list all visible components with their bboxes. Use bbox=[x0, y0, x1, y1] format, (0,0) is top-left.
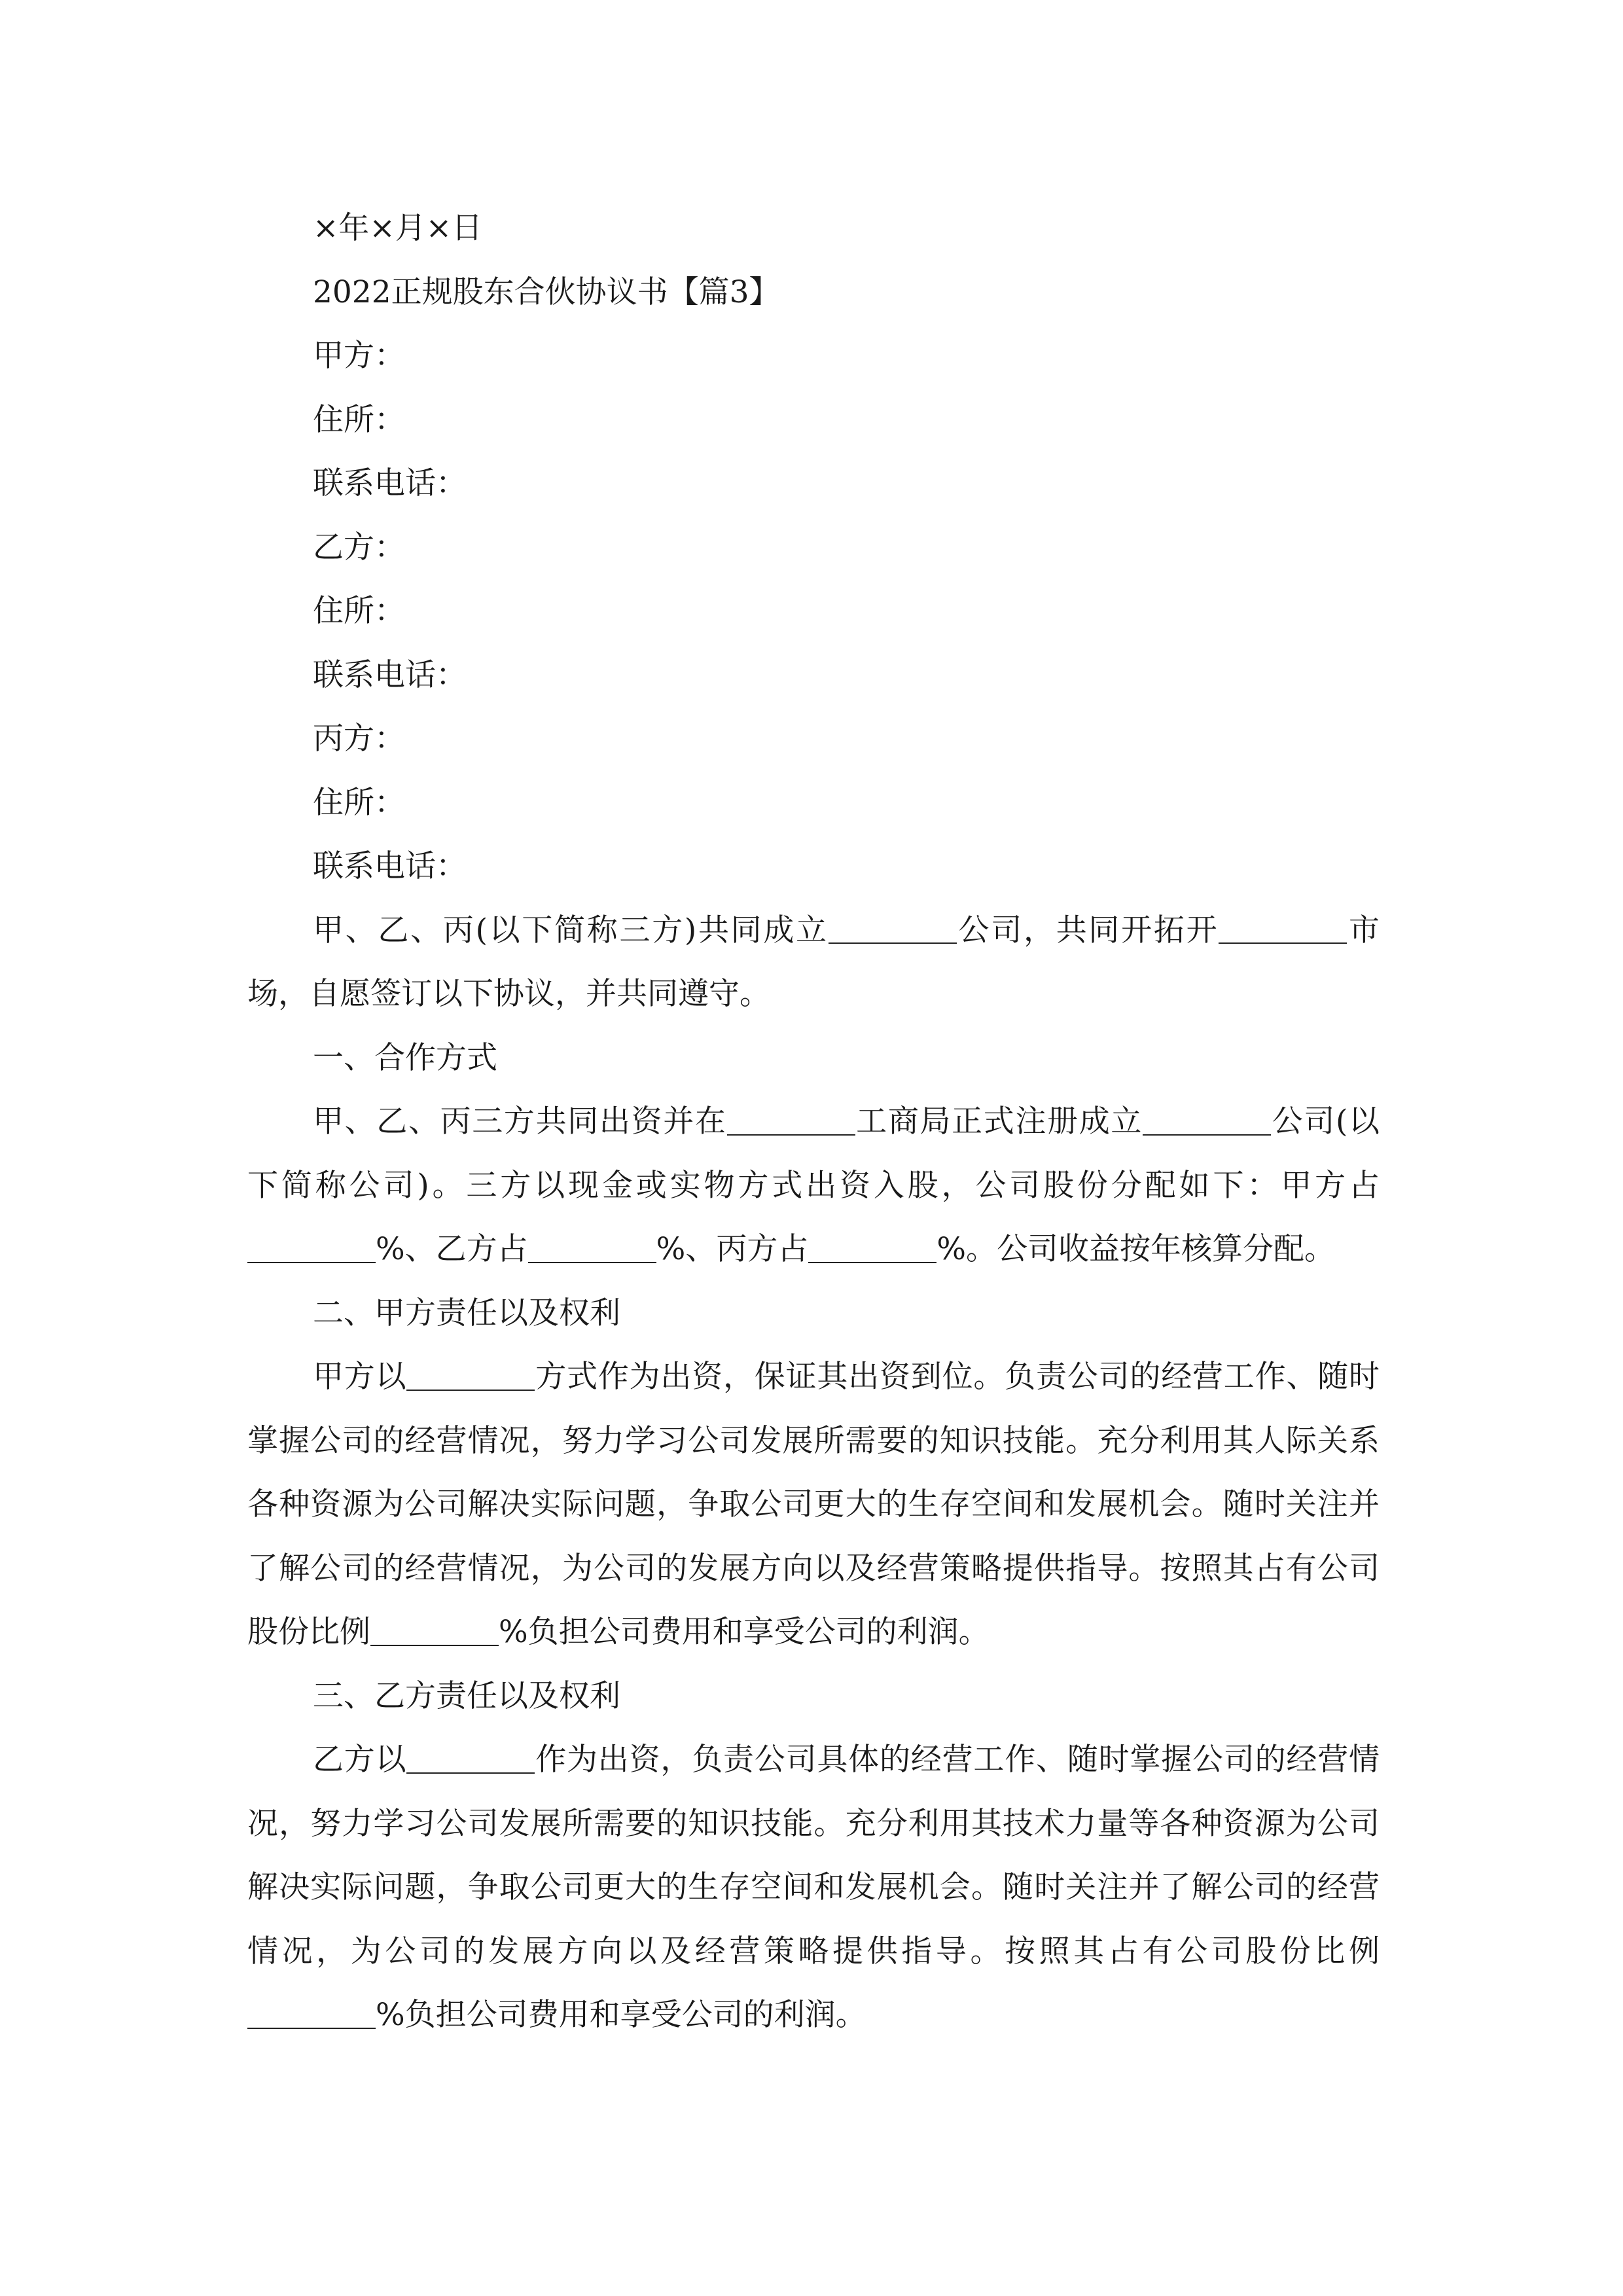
section-1-text-1: 甲、乙、丙三方共同出资并在 bbox=[313, 1103, 727, 1139]
section-2-text-3: %负担公司费用和享受公司的利润。 bbox=[499, 1614, 990, 1650]
party-a-address-label: 住所： bbox=[313, 401, 405, 438]
section-3-text-3: %负担公司费用和享受公司的利润。 bbox=[376, 1997, 866, 2033]
section-1-text-5: %、丙方占 bbox=[656, 1231, 809, 1267]
party-b-contribution-blank bbox=[406, 1742, 535, 1774]
section-1-text-2: 工商局正式注册成立 bbox=[855, 1103, 1143, 1139]
intro-paragraph bbox=[247, 899, 1380, 1026]
party-a-ratio-blank bbox=[370, 1614, 499, 1646]
section-2-text-2: 方式作为出资，保证其出资到位。负责公司的经营工作、随时掌握公司的经营情况，努力学习公司发展所需要的知识技能。充分利用其人际关系各种资源为公司解决实际问题，争取公司更大的生存空间和发展机会。随时关注并了解公司的经营情况，为公司的发展方向以及经营策略提供指导。按照其占有公司股份比例 bbox=[247, 1359, 1380, 1650]
company-name-blank bbox=[829, 912, 957, 944]
section-3-text-1: 乙方以 bbox=[313, 1742, 407, 1778]
intro-text-1: 甲、乙、丙(以下简称三方)共同成立 bbox=[313, 912, 829, 948]
section-3-text-2: 作为出资，负责公司具体的经营工作、随时掌握公司的经营情况，努力学习公司发展所需要的知识技能。充分利用其技术力量等各种资源为公司解决实际问题，争取公司更大的生存空间和发展机会。随时关注并了解公司的经营情况，为公司的发展方向以及经营策略提供指导。按照其占有公司股份比例 bbox=[247, 1742, 1380, 1969]
party-b-share-blank bbox=[528, 1231, 656, 1263]
section-1-text-4: %、乙方占 bbox=[376, 1231, 528, 1267]
document-date: ×年×月×日 bbox=[313, 210, 483, 246]
intro-text-3: 市场，自愿签订以下协议，并共同遵守。 bbox=[247, 912, 1380, 1012]
party-a-contribution-blank bbox=[406, 1359, 535, 1391]
document-title: 2022正规股东合伙协议书【篇3】 bbox=[313, 274, 780, 310]
section-3-paragraph bbox=[247, 1728, 1380, 2047]
party-a-name-label: 甲方： bbox=[313, 338, 405, 374]
section-1-paragraph bbox=[247, 1090, 1380, 1282]
party-a-phone-label: 联系电话： bbox=[313, 465, 467, 501]
party-b-name-label: 乙方： bbox=[313, 529, 405, 565]
section-2-text-1: 甲方以 bbox=[313, 1359, 407, 1395]
section-2-heading: 二、甲方责任以及权利 bbox=[313, 1295, 620, 1331]
section-1-text-3: 公司(以下简称公司)。三方以现金或实物方式出资入股，公司股份分配如下：甲方占 bbox=[247, 1103, 1380, 1204]
intro-text-2: 公司，共同开拓开 bbox=[956, 912, 1219, 948]
party-c-phone-label: 联系电话： bbox=[313, 848, 467, 884]
registered-company-blank bbox=[1143, 1103, 1271, 1136]
market-name-blank bbox=[1219, 912, 1347, 944]
party-c-share-blank bbox=[808, 1231, 936, 1263]
section-1-heading: 一、合作方式 bbox=[313, 1039, 497, 1076]
party-b-address-label: 住所： bbox=[313, 593, 405, 629]
party-a-share-blank bbox=[247, 1231, 376, 1263]
registration-location-blank bbox=[727, 1103, 855, 1136]
section-3-heading: 三、乙方责任以及权利 bbox=[313, 1677, 620, 1714]
party-b-ratio-blank bbox=[247, 1997, 376, 2029]
party-c-address-label: 住所： bbox=[313, 784, 405, 821]
section-2-paragraph bbox=[247, 1345, 1380, 1664]
document-body bbox=[247, 196, 1380, 2047]
section-1-text-6: %。公司收益按年核算分配。 bbox=[936, 1231, 1336, 1267]
party-c-name-label: 丙方： bbox=[313, 721, 405, 757]
party-b-phone-label: 联系电话： bbox=[313, 656, 467, 693]
